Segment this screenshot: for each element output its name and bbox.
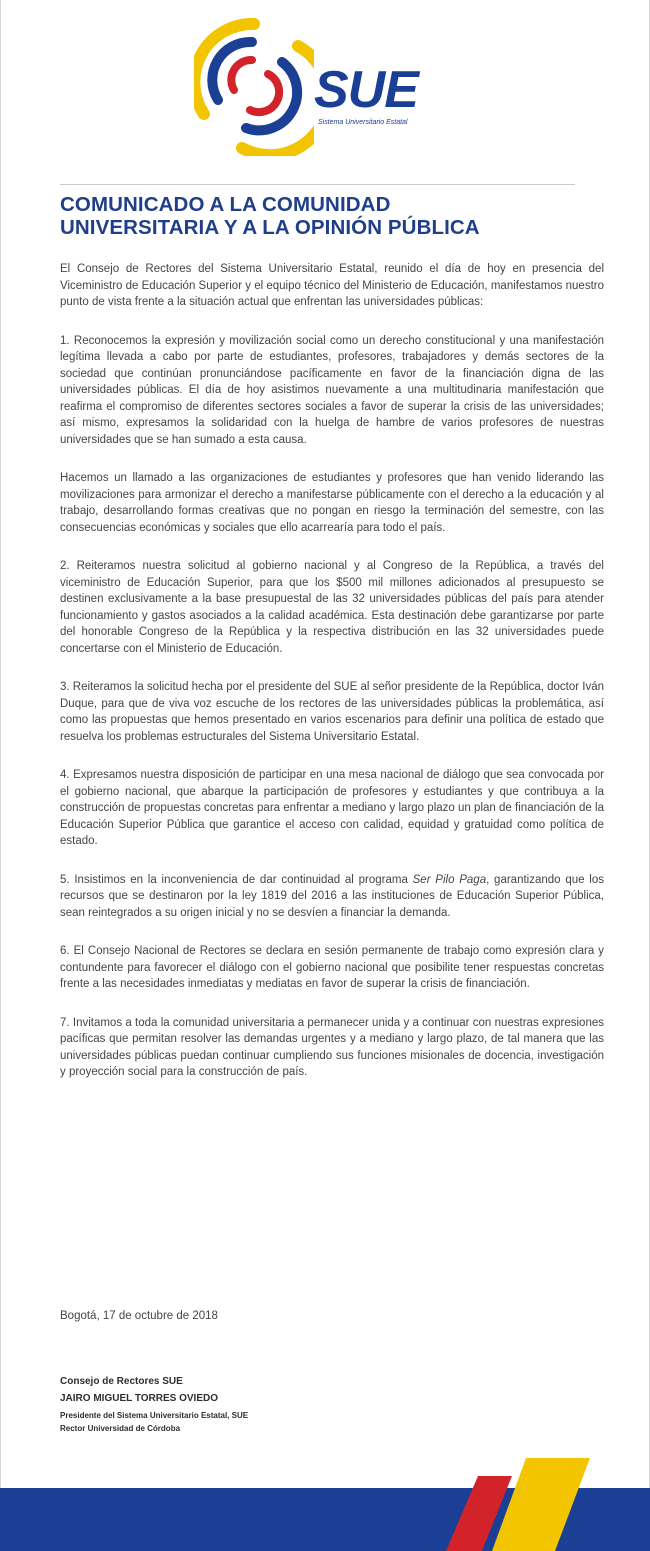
title-line-2: UNIVERSITARIA Y A LA OPINIÓN PÚBLICA (60, 216, 480, 239)
paragraph-1: 1. Reconocemos la expresión y movilización social como un derecho constitucional y una manifestación legítima llevada a cabo por parte de estudiantes, profesores, trabajadores y demás sectores de la sociedad que continúan pronunciándose pacíficamente en favor de la financiación digna de las universidades públicas. El día de hoy asistimos nuevamente a una multitudinaria manifestación que reafirma el compromiso de diferentes sectores sociales a favor de superar la crisis de las universidades; así mismo, expresamos la solidaridad con la huelga de hambre de varios profesores de nuestras universidades que se han sumado a esta causa. (60, 334, 604, 446)
paragraph-2: 2. Reiteramos nuestra solicitud al gobierno nacional y al Congreso de la República, a través del viceministro de Educación Superior, para que los $500 mil millones adicionados al presupuesto se destinen exclusivamente a la base presupuestal de las 32 universidades públicas del país para atender funcionamiento y gastos asociados a la calidad académica. Esta destinación debe garantizarse por parte del honorable Congreso de la República y la respectiva distribución en las 32 universidades puede concertarse con el Ministerio de Educación. (60, 560, 604, 655)
sue-spiral-icon (194, 16, 314, 156)
signature-org: Consejo de Rectores SUE (60, 1376, 183, 1387)
paragraph-5-lead: 5. Insistimos en la inconveniencia de dar continuidad al programa (60, 873, 413, 886)
paragraph-3: 3. Reiteramos la solicitud hecha por el presidente del SUE al señor presidente de la República, doctor Iván Duque, para que de viva voz escuche de los rectores de las universidades públicas la problemática, así como las propuestas que hemos presentado en varios escenarios para definir una política de estado que resuelva los problemas estructurales del Sistema Universitario Estatal. (60, 681, 605, 743)
program-name: Ser Pilo Paga (412, 873, 487, 886)
paragraph-6: 6. El Consejo Nacional de Rectores se declara en sesión permanente de trabajo como expresión clara y contundente para favorecer el diálogo con el gobierno nacional que posibilite tener respuestas concretas frente a las necesidades inmediatas y mediatas en favor de superar la crisis de financiación. (60, 945, 604, 990)
signatory-role-1: Presidente del Sistema Universitario Estatal, SUE (60, 1411, 249, 1420)
paragraph-5-rest: , garantizando que los recursos que se destinaron por la ley 1819 del 2016 a las instituciones de Educación Superior Pública, sean reintegrados a su origen inicial y no se desvíen a financiar la demanda. (60, 873, 604, 919)
paragraph-7: 7. Invitamos a toda la comunidad universitaria a permanecer unida y a continuar con nuestras expresiones pacíficas que permitan resolver las demandas urgentes y a mediano y largo plazo, de tal manera que las universidades públicas puedan continuar cumpliendo sus funciones misionales de docencia, investigación y proyección social para la construcción de país. (60, 1016, 604, 1078)
title-divider (60, 184, 575, 185)
signature-block (60, 1376, 248, 1435)
communique-body (60, 261, 604, 1103)
document-date: Bogotá, 17 de octubre de 2018 (60, 1310, 218, 1322)
sue-logo (194, 16, 434, 156)
signatory-name: JAIRO MIGUEL TORRES OVIEDO (60, 1393, 218, 1404)
logo-subtitle: Sistema Universitario Estatal (318, 119, 408, 126)
paragraph-4: 4. Expresamos nuestra disposición de participar en una mesa nacional de diálogo que sea convocada por el gobierno nacional, que abarque la participación de profesores y estudiantes y que contribuya a la construcción de propuestas concretas para enfrentar a mediano y largo plazo un plan de financiación de la Educación Superior Pública que garantice el acceso con calidad, equidad y gratuidad como política de estado. (60, 769, 604, 847)
paragraph-1b: Hacemos un llamado a las organizaciones de estudiantes y profesores que han venido liderando las movilizaciones para armonizar el derecho a manifestarse públicamente con el derecho a la educación y al trabajo, desarrollando formas creativas que no pongan en riesgo la terminación del semestre, con las consecuencias económicas y sociales que ello acarrearía para todo el país. (60, 472, 604, 534)
page-title (60, 193, 580, 239)
intro-paragraph: El Consejo de Rectores del Sistema Universitario Estatal, reunido el día de hoy en presencia del Viceministro de Educación Superior y el equipo técnico del Ministerio de Educación, manifestamos nuestro punto de vista frente a la situación actual que enfrentan las universidades públicas: (60, 263, 604, 308)
title-line-1: COMUNICADO A LA COMUNIDAD (60, 193, 391, 216)
signatory-role-2: Rector Universidad de Córdoba (60, 1424, 181, 1433)
paragraph-5 (60, 872, 604, 922)
footer-stripes (0, 1458, 650, 1551)
footer-yellow-stripe (492, 1458, 590, 1551)
logo-wordmark: SUE (314, 61, 418, 119)
